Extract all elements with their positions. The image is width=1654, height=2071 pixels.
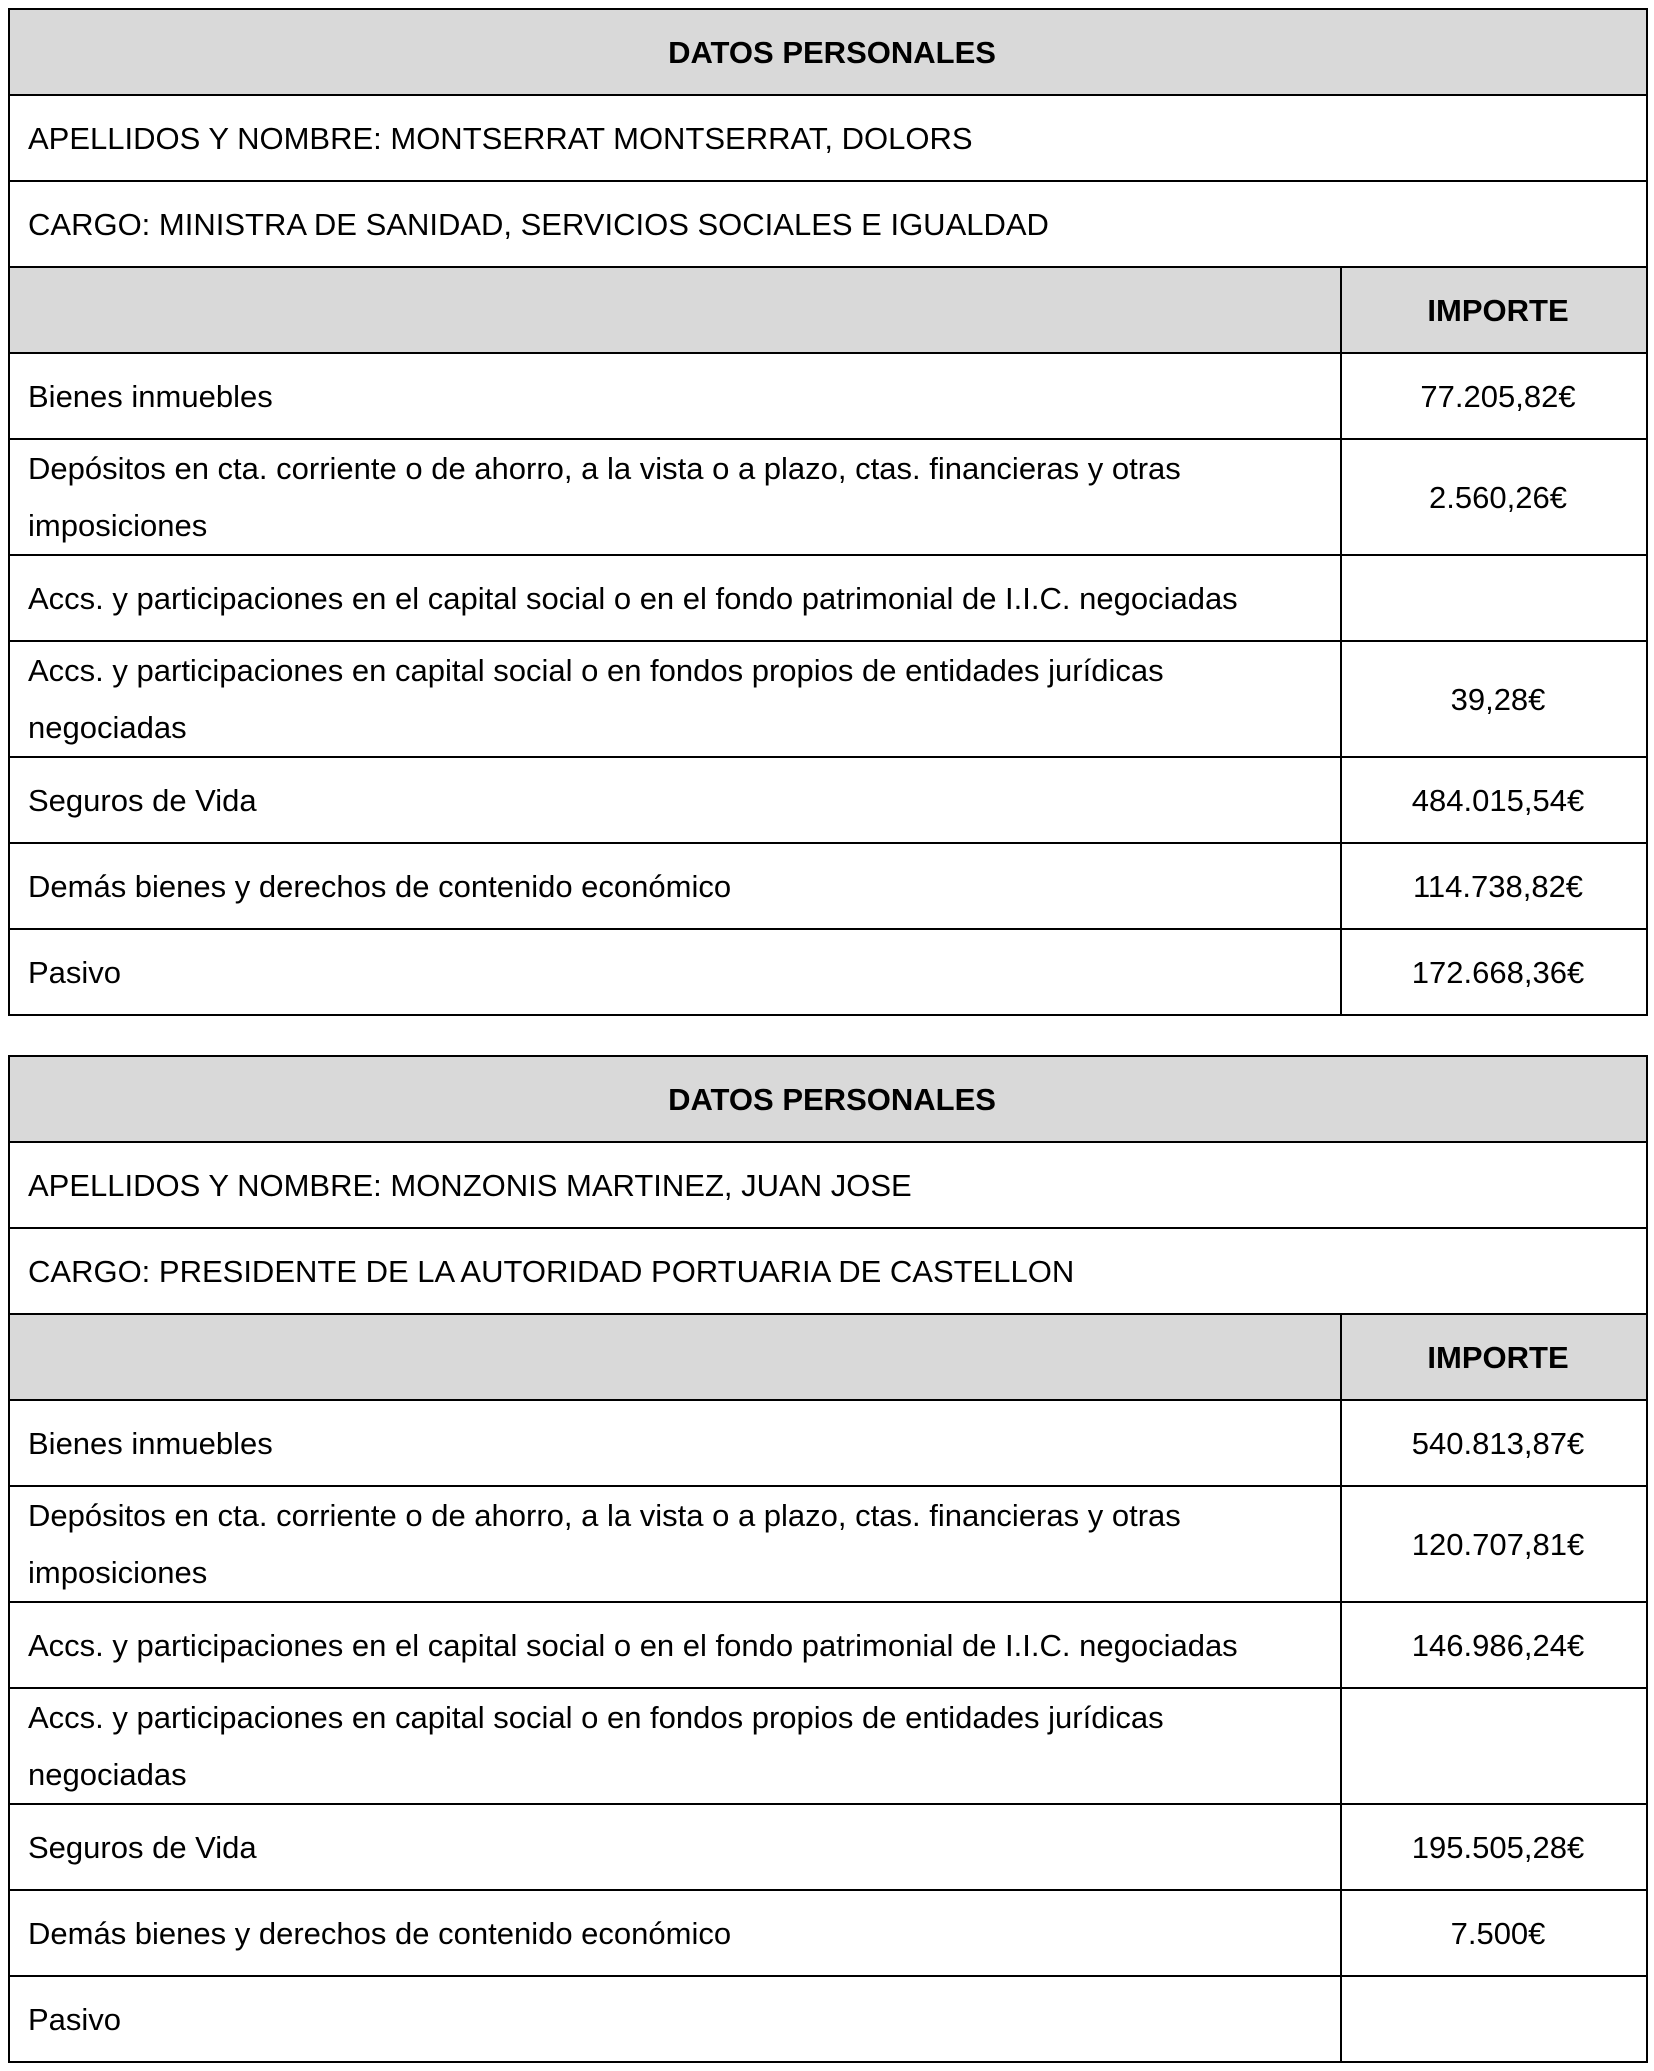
item-label: Accs. y participaciones en el capital social o en el fondo patrimonial de I.I.C. negociadas: [9, 555, 1341, 641]
table-row: [9, 439, 1647, 555]
position-row: [9, 181, 1647, 267]
table-row: [9, 1890, 1647, 1976]
name-line: APELLIDOS Y NOMBRE: MONZONIS MARTINEZ, JUAN JOSE: [9, 1142, 1647, 1228]
amount-header: IMPORTE: [1341, 1314, 1647, 1400]
table-row: [9, 929, 1647, 1015]
item-label: Depósitos en cta. corriente o de ahorro, a la vista o a plazo, ctas. financieras y otras imposiciones: [9, 1486, 1341, 1602]
section-header-row: [9, 9, 1647, 95]
section-title: DATOS PERSONALES: [9, 9, 1647, 95]
item-amount: 540.813,87€: [1341, 1400, 1647, 1486]
table-row: [9, 353, 1647, 439]
amount-header: IMPORTE: [1341, 267, 1647, 353]
item-label: Bienes inmuebles: [9, 1400, 1341, 1486]
item-amount: 172.668,36€: [1341, 929, 1647, 1015]
item-amount: 114.738,82€: [1341, 843, 1647, 929]
item-label: Demás bienes y derechos de contenido económico: [9, 843, 1341, 929]
item-label: Seguros de Vida: [9, 757, 1341, 843]
position-line: CARGO: PRESIDENTE DE LA AUTORIDAD PORTUARIA DE CASTELLON: [9, 1228, 1647, 1314]
item-label: Accs. y participaciones en el capital social o en el fondo patrimonial de I.I.C. negociadas: [9, 1602, 1341, 1688]
item-amount: 195.505,28€: [1341, 1804, 1647, 1890]
item-amount: 7.500€: [1341, 1890, 1647, 1976]
name-row: [9, 1142, 1647, 1228]
header-blank-cell: [9, 1314, 1341, 1400]
asset-declaration-table-2: [8, 1055, 1648, 2063]
item-amount: [1341, 1688, 1647, 1804]
section-header-row: [9, 1056, 1647, 1142]
table-row: [9, 1688, 1647, 1804]
amount-header-row: [9, 1314, 1647, 1400]
item-label: Accs. y participaciones en capital social o en fondos propios de entidades jurídicas negociadas: [9, 641, 1341, 757]
section-title: DATOS PERSONALES: [9, 1056, 1647, 1142]
item-amount: 120.707,81€: [1341, 1486, 1647, 1602]
item-amount: [1341, 555, 1647, 641]
item-label: Pasivo: [9, 1976, 1341, 2062]
asset-declaration-table-1: [8, 8, 1648, 1016]
position-row: [9, 1228, 1647, 1314]
amount-header-row: [9, 267, 1647, 353]
table-row: [9, 1976, 1647, 2062]
item-amount: 2.560,26€: [1341, 439, 1647, 555]
item-amount: [1341, 1976, 1647, 2062]
item-label: Demás bienes y derechos de contenido económico: [9, 1890, 1341, 1976]
item-amount: 39,28€: [1341, 641, 1647, 757]
name-line: APELLIDOS Y NOMBRE: MONTSERRAT MONTSERRAT, DOLORS: [9, 95, 1647, 181]
name-row: [9, 95, 1647, 181]
item-label: Pasivo: [9, 929, 1341, 1015]
item-amount: 77.205,82€: [1341, 353, 1647, 439]
position-line: CARGO: MINISTRA DE SANIDAD, SERVICIOS SOCIALES E IGUALDAD: [9, 181, 1647, 267]
table-row: [9, 641, 1647, 757]
item-amount: 484.015,54€: [1341, 757, 1647, 843]
header-blank-cell: [9, 267, 1341, 353]
item-label: Bienes inmuebles: [9, 353, 1341, 439]
table-row: [9, 843, 1647, 929]
table-row: [9, 1804, 1647, 1890]
item-label: Accs. y participaciones en capital social o en fondos propios de entidades jurídicas negociadas: [9, 1688, 1341, 1804]
item-label: Seguros de Vida: [9, 1804, 1341, 1890]
table-row: [9, 1602, 1647, 1688]
item-amount: 146.986,24€: [1341, 1602, 1647, 1688]
table-row: [9, 1486, 1647, 1602]
table-row: [9, 757, 1647, 843]
item-label: Depósitos en cta. corriente o de ahorro, a la vista o a plazo, ctas. financieras y otras imposiciones: [9, 439, 1341, 555]
table-row: [9, 555, 1647, 641]
table-row: [9, 1400, 1647, 1486]
